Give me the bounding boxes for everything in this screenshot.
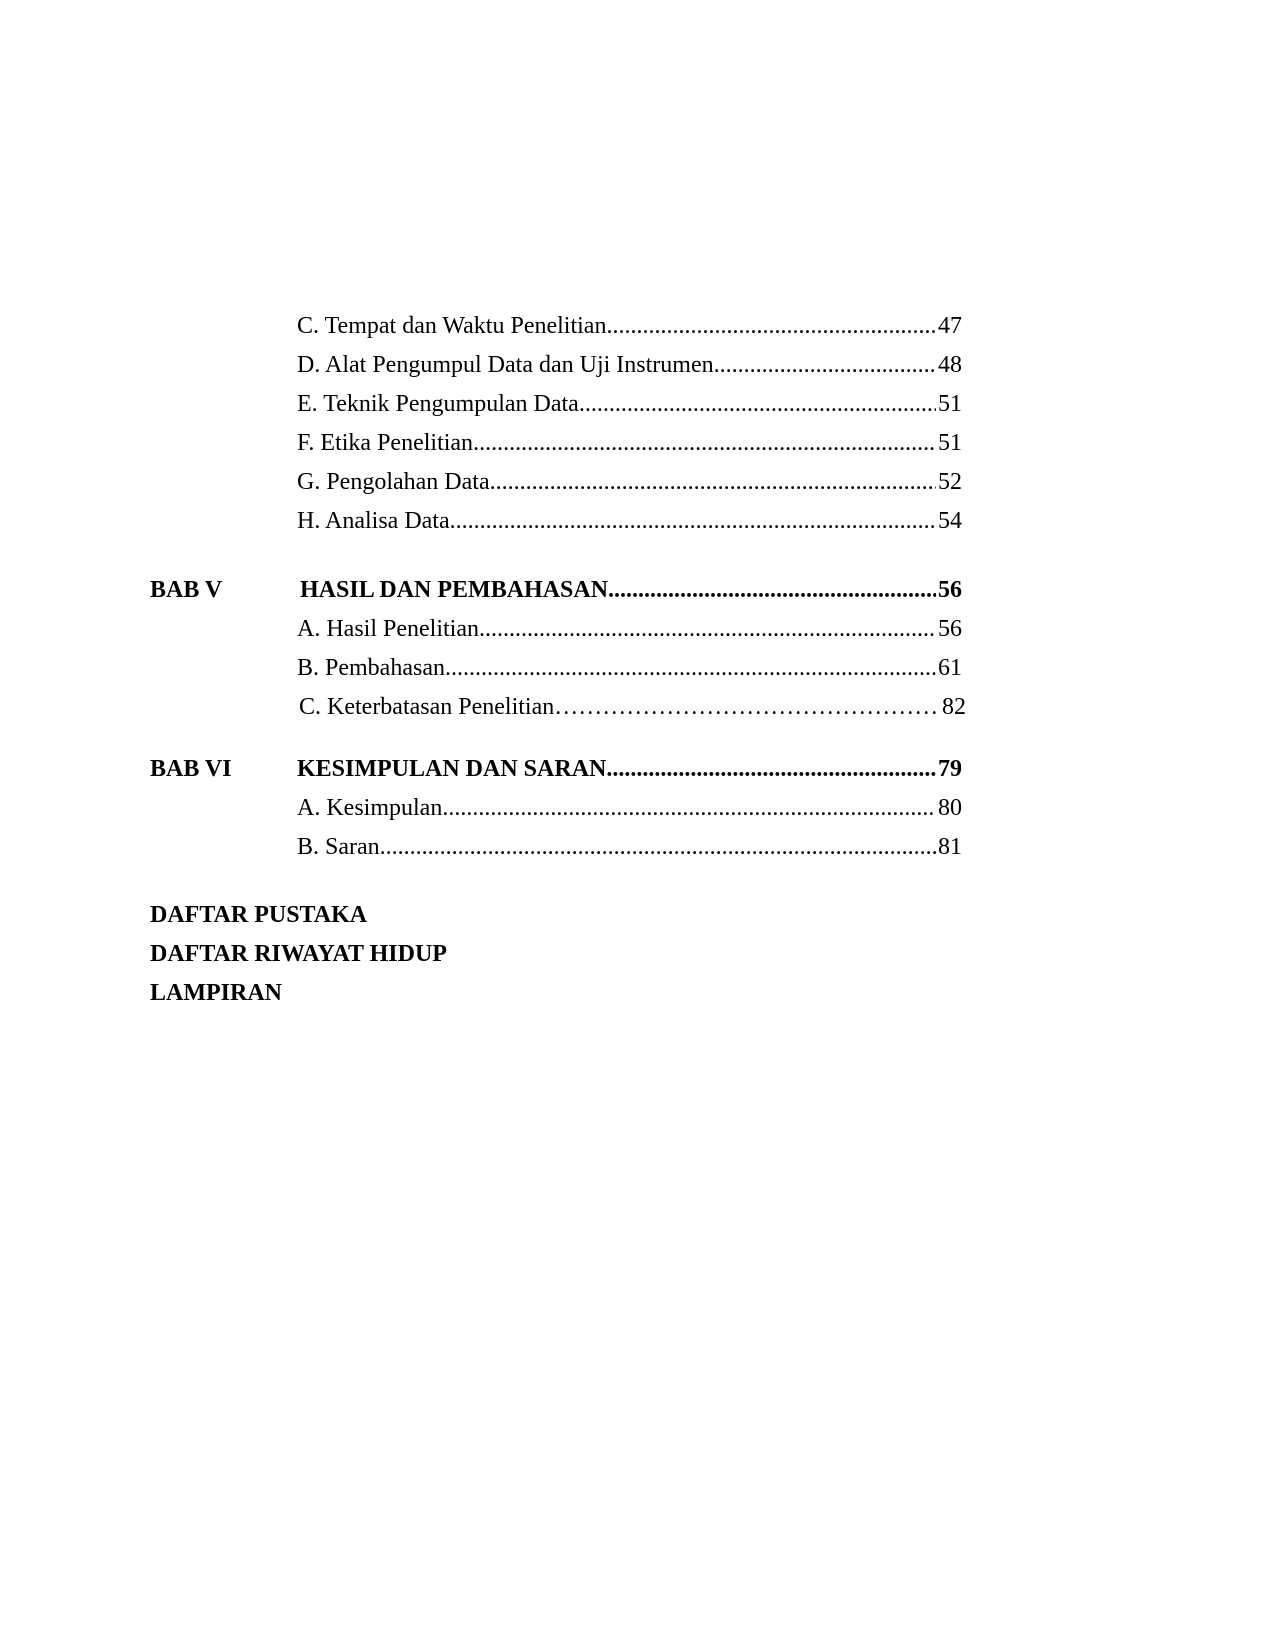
chapter-title: KESIMPULAN DAN SARAN [297,756,607,782]
toc-entry-text: C. Keterbatasan Penelitian [299,694,555,720]
dot-leader [714,349,936,381]
toc-page-number: 61 [938,655,962,681]
toc-entry[interactable] [297,466,962,498]
toc-entry[interactable] [299,691,966,723]
chapter-label: BAB V [150,577,223,603]
toc-entry[interactable] [297,388,962,420]
toc-entry[interactable] [297,310,962,342]
toc-entry[interactable] [297,792,962,824]
toc-page-number: 81 [938,834,962,860]
dot-leader [473,427,936,459]
toc-page-number: 56 [938,616,962,642]
toc-entry-text: D. Alat Pengumpul Data dan Uji Instrumen [297,352,714,378]
toc-entry-text: A. Hasil Penelitian [297,616,479,642]
toc-backmatter-daftar-pustaka[interactable]: DAFTAR PUSTAKA [150,902,368,928]
toc-entry-text: A. Kesimpulan [297,795,443,821]
toc-backmatter-riwayat-hidup[interactable]: DAFTAR RIWAYAT HIDUP [150,941,447,967]
dot-leader [579,388,936,420]
toc-entry-text: H. Analisa Data [297,508,450,534]
dot-leader [490,466,936,498]
toc-page-number: 47 [938,313,962,339]
toc-chapter-entry[interactable] [300,574,962,606]
toc-chapter-entry[interactable] [297,753,962,785]
toc-entry-text: B. Pembahasan [297,655,445,681]
dot-leader [445,652,936,684]
toc-page-number: 82 [942,694,966,720]
toc-entry-text: F. Etika Penelitian [297,430,474,456]
toc-page-number: 48 [938,352,962,378]
dot-leader [380,831,936,863]
chapter-title: HASIL DAN PEMBAHASAN [300,577,609,603]
toc-entry[interactable] [297,349,962,381]
dot-leader [450,505,936,537]
toc-entry-text: G. Pengolahan Data [297,469,490,495]
toc-page-number: 54 [938,508,962,534]
toc-entry-text: E. Teknik Pengumpulan Data [297,391,579,417]
toc-entry[interactable] [297,613,962,645]
dot-leader [442,792,936,824]
toc-entry[interactable] [297,831,962,863]
toc-page-number: 52 [938,469,962,495]
toc-entry[interactable] [297,427,962,459]
chapter-label: BAB VI [150,756,232,782]
toc-page-number: 51 [938,430,962,456]
dot-leader [606,310,936,342]
dot-leader [554,691,940,723]
toc-entry-text: C. Tempat dan Waktu Penelitian [297,313,607,339]
dot-leader [479,613,936,645]
dot-leader [606,753,936,785]
dot-leader [608,574,936,606]
toc-page-number: 56 [938,577,962,603]
toc-page-number: 80 [938,795,962,821]
toc-backmatter-lampiran[interactable]: LAMPIRAN [150,980,282,1006]
toc-page-number: 51 [938,391,962,417]
toc-page-number: 79 [938,756,962,782]
toc-entry-text: B. Saran [297,834,380,860]
toc-entry[interactable] [297,505,962,537]
toc-entry[interactable] [297,652,962,684]
